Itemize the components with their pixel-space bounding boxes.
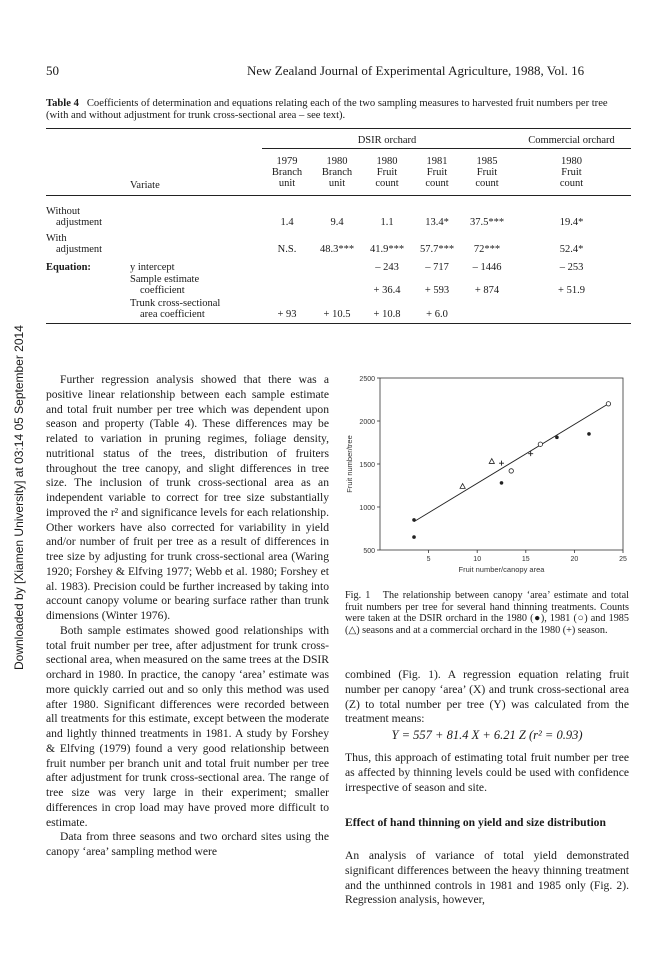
download-notice bbox=[0, 325, 26, 950]
table-cell: 1.4 bbox=[280, 217, 294, 228]
table-row-label bbox=[46, 206, 102, 228]
col-header-line: count bbox=[375, 178, 399, 189]
y-axis-label: Fruit number/tree bbox=[345, 435, 354, 493]
equation-item-name bbox=[130, 298, 220, 320]
equation-item-line: coefficient bbox=[140, 285, 185, 296]
table-header-rule bbox=[46, 195, 631, 196]
col-header-line: unit bbox=[328, 178, 346, 189]
table-cell: – 717 bbox=[425, 262, 449, 273]
y-tick-label: 2000 bbox=[359, 419, 375, 426]
body-left-column bbox=[46, 373, 329, 860]
equation-label: Equation: bbox=[46, 262, 91, 273]
table-cell: 9.4 bbox=[330, 217, 344, 228]
x-tick-label: 15 bbox=[521, 556, 530, 563]
data-point-open-circle bbox=[606, 402, 610, 406]
table-top-rule bbox=[46, 128, 631, 129]
data-point-filled-circle bbox=[500, 481, 504, 485]
table-cell: + 93 bbox=[277, 309, 297, 320]
table-cell: 13.4* bbox=[425, 217, 449, 228]
table-cell: + 6.0 bbox=[426, 309, 448, 320]
table-col-header bbox=[362, 156, 412, 189]
regression-line bbox=[414, 404, 608, 522]
equation-item-line: Trunk cross-sectional bbox=[130, 298, 221, 309]
paragraph: Further regression analysis showed that there was a positive linear relationship between each sample estimate and total fruit number per tree which was dependent upon season and property (Table 4). These differences may be related to variation in pruning regimes, foliage density, nutritional status of the trees, distribution of fruiters throughout the tree canopy, and slight differences in tree size. The inclusion of trunk cross-sectional area as an independent variable to correct for tree size substantially improved the r² and significance levels for each relationship. Other workers have also corrected for variability in yield and/or number of fruit per tree as a result of differences in tree size by adjusting for trunk cross-sectional area (Waring 1920; Forshey & Elfving 1977; Webb et al. 1980; Forshey et al. 1983). Precision could be further increased by taking into account canopy volume or bearing surface rather than trunk dimensions (Winter 1976). bbox=[46, 373, 329, 622]
body-right-p1 bbox=[345, 668, 629, 727]
col-header-line: 1980 bbox=[376, 156, 398, 167]
row-label-line: Without bbox=[46, 206, 80, 217]
col-header-line: Branch bbox=[321, 167, 353, 178]
section-heading: Effect of hand thinning on yield and size distribution bbox=[345, 816, 606, 829]
equation-item-name bbox=[130, 274, 199, 296]
table-cell: – 1446 bbox=[472, 262, 502, 273]
table-col-header bbox=[412, 156, 462, 189]
table-cell: + 593 bbox=[424, 285, 450, 296]
data-point-filled-circle bbox=[555, 436, 559, 440]
table-cell: + 10.5 bbox=[323, 309, 351, 320]
data-point-filled-circle bbox=[587, 432, 591, 436]
table-cell: – 243 bbox=[375, 262, 399, 273]
table-cell: – 253 bbox=[559, 262, 584, 273]
data-point-plus bbox=[499, 461, 504, 466]
table-cell: 37.5*** bbox=[469, 217, 505, 228]
col-header-line: Fruit bbox=[476, 167, 498, 178]
col-header-line: count bbox=[559, 178, 584, 189]
body-right-p3 bbox=[345, 849, 629, 908]
table-col-header bbox=[512, 156, 631, 189]
table-commercial-rule bbox=[512, 148, 631, 149]
table-cell: + 36.4 bbox=[373, 285, 401, 296]
table-cell: 41.9*** bbox=[369, 244, 405, 255]
equation-item-line: area coefficient bbox=[140, 309, 205, 320]
download-notice-text: Downloaded by [Xiamen University] at 03:14 05 September 2014 bbox=[12, 325, 26, 670]
y-tick-label: 1000 bbox=[359, 505, 375, 512]
table-cell: + 51.9 bbox=[558, 285, 585, 296]
figure-1-caption bbox=[345, 590, 629, 636]
body-right-p2 bbox=[345, 751, 629, 795]
paragraph: Thus, this approach of estimating total fruit number per tree as affected by thinning levels could be used with confidence irrespective of season and site. bbox=[345, 751, 629, 794]
figure-label: Fig. 1 bbox=[345, 590, 371, 601]
col-header-line: Fruit bbox=[561, 167, 582, 178]
table-dsir-rule bbox=[262, 148, 512, 149]
paragraph: An analysis of variance of total yield demonstrated significant differences between the heavy thinning treatment and the unthinned controls in 1981 and 1985 only (Fig. 2). Regression analysis, however, bbox=[345, 849, 629, 907]
y-tick-label: 2500 bbox=[359, 376, 375, 383]
x-tick-label: 25 bbox=[619, 556, 627, 563]
col-header-line: count bbox=[425, 178, 449, 189]
table-variate-header: Variate bbox=[130, 180, 160, 191]
col-header-line: Branch bbox=[271, 167, 303, 178]
data-point-triangle bbox=[460, 484, 465, 489]
row-label-line: adjustment bbox=[56, 217, 103, 228]
equation-item-line: Sample estimate bbox=[130, 274, 200, 285]
table-cell: 1.1 bbox=[380, 217, 394, 228]
x-tick-label: 5 bbox=[426, 556, 431, 563]
table-bottom-rule bbox=[46, 323, 631, 324]
paragraph: combined (Fig. 1). A regression equation relating fruit number per canopy ‘area’ (X) and trunk cross-sectional area (Z) to total number per tree (Y) was calculated from the treatment means: bbox=[345, 668, 629, 726]
data-point-open-circle bbox=[509, 469, 513, 473]
table-col-header bbox=[462, 156, 512, 189]
x-axis-label: Fruit number/canopy area bbox=[458, 565, 545, 574]
table-row-label bbox=[46, 233, 102, 255]
equation-item-name: y intercept bbox=[130, 262, 175, 273]
table-cell: 72*** bbox=[473, 244, 501, 255]
table-cell: 52.4* bbox=[559, 244, 584, 255]
table-cell: + 874 bbox=[474, 285, 500, 296]
data-point-filled-circle bbox=[412, 518, 416, 522]
col-header-line: count bbox=[475, 178, 499, 189]
col-header-line: Fruit bbox=[376, 167, 398, 178]
col-header-line: unit bbox=[278, 178, 296, 189]
col-header-line: Fruit bbox=[426, 167, 448, 178]
table-label: Table 4 bbox=[46, 98, 79, 109]
paragraph: Both sample estimates showed good relationships with total fruit number per tree, after adjustment for trunk cross-sectional area, when measured on the same trees at the DSIR orchard in 1980. In practice, the canopy ‘area’ estimate was more quickly carried out and so only this method was used after 1980. Significant differences were recorded between all treatments for this estimate, except between the moderate and lightly thinned treatments in 1981. A study by Forshey & Elfving (1979) found a very good relationship between fruit number per branch unit and total fruit number per tree after adjustment for trunk cross-sectional area. The range of tree size was very large in their experiment; smaller differences in crop load may have proved more difficult to estimate. bbox=[46, 623, 329, 829]
table-col-header bbox=[262, 156, 312, 189]
row-label-line: With bbox=[46, 233, 67, 244]
table-cell: 57.7*** bbox=[419, 244, 455, 255]
table-cell: 48.3*** bbox=[319, 244, 355, 255]
table-caption bbox=[46, 98, 631, 122]
regression-equation: Y = 557 + 81.4 X + 6.21 Z (r² = 0.93) bbox=[391, 728, 583, 742]
table-group-commercial: Commercial orchard bbox=[528, 135, 615, 146]
table-caption-text: Coefficients of determination and equations relating each of the two sampling measures to harvested fruit numbers per tree (with and without adjustment for trunk cross-sectional area – see text). bbox=[46, 98, 608, 121]
paragraph: Data from three seasons and two orchard sites using the canopy ‘area’ sampling method were bbox=[46, 830, 329, 858]
y-tick-label: 1500 bbox=[359, 462, 375, 469]
col-header-line: 1979 bbox=[276, 156, 298, 167]
table-cell: + 10.8 bbox=[373, 309, 401, 320]
col-header-line: 1981 bbox=[426, 156, 448, 167]
data-point-triangle bbox=[489, 459, 494, 464]
x-tick-label: 10 bbox=[473, 556, 482, 563]
col-header-line: 1985 bbox=[476, 156, 498, 167]
running-head: New Zealand Journal of Experimental Agriculture, 1988, Vol. 16 bbox=[247, 63, 585, 78]
col-header-line: 1980 bbox=[326, 156, 348, 167]
row-label-line: adjustment bbox=[56, 244, 103, 255]
table-cell: N.S. bbox=[277, 244, 297, 255]
figure-1-chart bbox=[340, 370, 635, 585]
figure-caption-text: The relationship between canopy ‘area’ estimate and total fruit numbers per tree for several hand thinning treatments. Counts were taken at the DSIR orchard in the 1980 (●), 1981 (○) and 1985 (△) seasons and at a commercial orchard in the 1980 (+) season. bbox=[345, 590, 629, 636]
page-number: 50 bbox=[46, 63, 59, 78]
x-tick-label: 20 bbox=[570, 556, 579, 563]
table-cell: 19.4* bbox=[559, 217, 584, 228]
data-point-open-circle bbox=[538, 442, 542, 446]
table-group-dsir: DSIR orchard bbox=[357, 135, 417, 146]
col-header-line: 1980 bbox=[561, 156, 582, 167]
data-point-filled-circle bbox=[412, 535, 416, 539]
table-col-header bbox=[312, 156, 362, 189]
y-tick-label: 500 bbox=[363, 548, 375, 555]
